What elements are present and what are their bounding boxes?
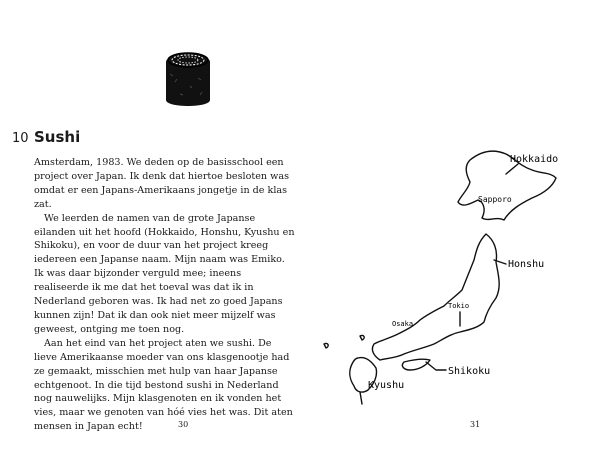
chapter-body <box>34 156 296 434</box>
paragraph: Amsterdam, 1983. We deden op de basisschool een project over Japan. Ik denk dat hiertoe besloten was omdat er een Japans-Amerikaans jongetje in de klas zat. <box>34 157 289 210</box>
page-number-right: 31 <box>470 420 481 429</box>
label-hokkaido: Hokkaido <box>510 154 559 165</box>
paragraph: Aan het eind van het project aten we sushi. De lieve Amerikaanse moeder van ons klasgenootje had ze gemaakt, misschien met hulp van haar Japanse echtgenoot. In die tijd bestond sushi in Nederland nog nauwelijks. Mijn klasgenoten en ik vonden het vies, maar we genoten van hóé vies het was. Dit aten mensen in Japan echt! <box>34 337 293 433</box>
label-sapporo: Sapporo <box>478 195 512 204</box>
chapter-heading <box>12 128 80 146</box>
chapter-number: 10 <box>12 131 29 146</box>
honshu-outline <box>372 234 499 360</box>
label-shikoku: Shikoku <box>448 366 491 377</box>
label-tokyo: Tokio <box>448 302 470 310</box>
japan-map <box>310 130 580 410</box>
label-honshu: Honshu <box>508 259 545 270</box>
sushi-roll-icon <box>160 48 216 110</box>
shikoku-outline <box>402 359 430 370</box>
label-osaka: Osaka <box>392 320 414 328</box>
label-kyushu: Kyushu <box>368 380 405 391</box>
paragraph: We leerden de namen van de grote Japanse eilanden uit het hoofd (Hokkaido, Honshu, Kyushu en Shikoku), en voor de duur van het project kreeg iedereen een Japanse naam. Mijn naam was Emiko. Ik was daar bijzonder verguld mee; ineens realiseerde ik me dat het toeval was dat ik in Nederland geboren was. Ik had net zo goed Japans kunnen zijn! Dat ik dan ook niet meer mijzelf was geweest, ontging me toen nog. <box>34 212 295 335</box>
page-number-left: 30 <box>178 420 189 429</box>
chapter-title: Sushi <box>34 128 81 146</box>
